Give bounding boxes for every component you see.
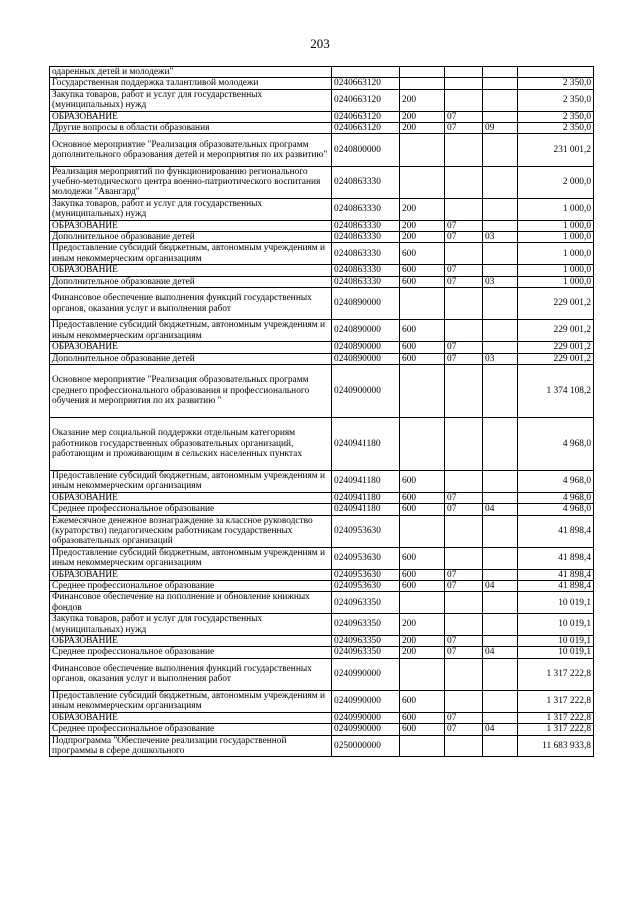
subsection-cell [483, 288, 518, 320]
expense-type-cell: 600 [400, 724, 445, 735]
table-row [50, 123, 594, 134]
amount-cell: 1 000,0 [518, 220, 594, 231]
target-article-code-cell: 0240941180 [332, 492, 400, 503]
table-row [50, 89, 594, 111]
amount-cell: 41 898,4 [518, 569, 594, 580]
table-row [50, 691, 594, 713]
section-cell [445, 67, 483, 78]
amount-cell [518, 67, 594, 78]
expense-type-cell: 600 [400, 342, 445, 353]
target-article-code-cell: 0240953630 [332, 580, 400, 591]
expense-name-cell: Основное мероприятие "Реализация образовательных программ дополнительного образования детей и мероприятия по их развитию" [50, 134, 332, 166]
target-article-code-cell [332, 67, 400, 78]
amount-cell: 1 317 222,8 [518, 724, 594, 735]
target-article-code-cell: 0240863330 [332, 265, 400, 276]
target-article-code-cell: 0240941180 [332, 470, 400, 492]
table-row [50, 547, 594, 569]
expense-type-cell: 200 [400, 89, 445, 111]
table-row [50, 364, 594, 417]
table-row [50, 504, 594, 515]
table-row [50, 592, 594, 614]
section-cell: 07 [445, 265, 483, 276]
expense-type-cell: 600 [400, 276, 445, 287]
table-row [50, 492, 594, 503]
table-row [50, 636, 594, 647]
expense-type-cell: 200 [400, 232, 445, 243]
expense-name-cell: Государственная поддержка талантливой молодежи [50, 78, 332, 89]
section-cell [445, 592, 483, 614]
subsection-cell: 03 [483, 353, 518, 364]
section-cell [445, 166, 483, 198]
section-cell: 07 [445, 636, 483, 647]
section-cell [445, 364, 483, 417]
amount-cell: 1 000,0 [518, 276, 594, 287]
expense-name-cell: Дополнительное образование детей [50, 232, 332, 243]
section-cell: 07 [445, 492, 483, 503]
expense-type-cell: 600 [400, 580, 445, 591]
expense-name-cell: Ежемесячное денежное вознаграждение за классное руководство (кураторство) педагогическим работникам государственных образовательных организаций [50, 515, 332, 547]
amount-cell: 41 898,4 [518, 515, 594, 547]
expense-name-cell: Финансовое обеспечение выполнения функций государственных органов, оказания услуг и выполнения работ [50, 658, 332, 690]
amount-cell: 2 000,0 [518, 166, 594, 198]
target-article-code-cell: 0240863330 [332, 276, 400, 287]
expense-name-cell: Подпрограмма "Обеспечение реализации государственной программы в сфере дошкольного [50, 735, 332, 757]
expense-type-cell: 600 [400, 470, 445, 492]
target-article-code-cell: 0240663120 [332, 78, 400, 89]
amount-cell: 231 001,2 [518, 134, 594, 166]
section-cell: 07 [445, 342, 483, 353]
subsection-cell [483, 320, 518, 342]
amount-cell: 4 968,0 [518, 470, 594, 492]
section-cell [445, 515, 483, 547]
table-row [50, 198, 594, 220]
subsection-cell [483, 658, 518, 690]
subsection-cell [483, 515, 518, 547]
section-cell [445, 134, 483, 166]
table-row [50, 353, 594, 364]
subsection-cell [483, 547, 518, 569]
target-article-code-cell: 0240953630 [332, 569, 400, 580]
amount-cell: 2 350,0 [518, 111, 594, 122]
subsection-cell: 09 [483, 123, 518, 134]
section-cell: 07 [445, 647, 483, 658]
amount-cell: 1 000,0 [518, 243, 594, 265]
target-article-code-cell: 0240941180 [332, 504, 400, 515]
section-cell: 07 [445, 712, 483, 723]
expense-type-cell: 200 [400, 636, 445, 647]
target-article-code-cell: 0240663120 [332, 111, 400, 122]
section-cell: 07 [445, 123, 483, 134]
subsection-cell [483, 364, 518, 417]
expense-type-cell: 200 [400, 123, 445, 134]
page-number: 203 [310, 36, 330, 51]
expense-type-cell: 600 [400, 243, 445, 265]
section-cell: 07 [445, 504, 483, 515]
target-article-code-cell: 0250000000 [332, 735, 400, 757]
expense-type-cell: 600 [400, 492, 445, 503]
expense-name-cell: Финансовое обеспечение выполнения функций государственных органов, оказания услуг и выполнения работ [50, 288, 332, 320]
expense-name-cell: ОБРАЗОВАНИЕ [50, 220, 332, 231]
target-article-code-cell: 0240800000 [332, 134, 400, 166]
subsection-cell [483, 592, 518, 614]
expense-type-cell [400, 166, 445, 198]
table-row [50, 232, 594, 243]
subsection-cell [483, 735, 518, 757]
table-row [50, 288, 594, 320]
expense-name-cell: Закупка товаров, работ и услуг для государственных (муниципальных) нужд [50, 614, 332, 636]
table-row [50, 220, 594, 231]
expense-type-cell [400, 78, 445, 89]
section-cell: 07 [445, 724, 483, 735]
subsection-cell: 04 [483, 504, 518, 515]
section-cell: 07 [445, 580, 483, 591]
table-row [50, 735, 594, 757]
expense-name-cell: Предоставление субсидий бюджетным, автономным учреждениям и иным некоммерческим организациям [50, 691, 332, 713]
table-row [50, 614, 594, 636]
target-article-code-cell: 0240863330 [332, 198, 400, 220]
amount-cell: 229 001,2 [518, 288, 594, 320]
table-row [50, 569, 594, 580]
expense-name-cell: ОБРАЗОВАНИЕ [50, 636, 332, 647]
section-cell [445, 78, 483, 89]
amount-cell: 1 000,0 [518, 232, 594, 243]
target-article-code-cell: 0240890000 [332, 288, 400, 320]
target-article-code-cell: 0240963350 [332, 614, 400, 636]
expense-type-cell [400, 67, 445, 78]
expense-type-cell: 600 [400, 320, 445, 342]
expense-name-cell: одаренных детей и молодежи" [50, 67, 332, 78]
section-cell [445, 614, 483, 636]
expense-type-cell [400, 134, 445, 166]
target-article-code-cell: 0240890000 [332, 320, 400, 342]
subsection-cell [483, 712, 518, 723]
expense-name-cell: ОБРАЗОВАНИЕ [50, 342, 332, 353]
target-article-code-cell: 0240990000 [332, 724, 400, 735]
table-row [50, 724, 594, 735]
budget-table [49, 66, 594, 757]
table-row [50, 111, 594, 122]
table-row [50, 647, 594, 658]
amount-cell: 10 019,1 [518, 592, 594, 614]
amount-cell: 10 019,1 [518, 636, 594, 647]
subsection-cell [483, 166, 518, 198]
table-row [50, 515, 594, 547]
target-article-code-cell: 0240941180 [332, 417, 400, 470]
expense-name-cell: ОБРАЗОВАНИЕ [50, 111, 332, 122]
budget-table-body [50, 67, 594, 757]
subsection-cell [483, 111, 518, 122]
amount-cell: 10 019,1 [518, 647, 594, 658]
expense-type-cell [400, 417, 445, 470]
expense-type-cell: 200 [400, 111, 445, 122]
expense-type-cell [400, 658, 445, 690]
target-article-code-cell: 0240863330 [332, 243, 400, 265]
expense-type-cell: 600 [400, 547, 445, 569]
expense-name-cell: ОБРАЗОВАНИЕ [50, 712, 332, 723]
section-cell [445, 198, 483, 220]
table-row [50, 276, 594, 287]
expense-name-cell: Предоставление субсидий бюджетным, автономным учреждениям и иным некоммерческим организациям [50, 470, 332, 492]
amount-cell: 11 683 933,8 [518, 735, 594, 757]
target-article-code-cell: 0240863330 [332, 220, 400, 231]
section-cell [445, 691, 483, 713]
amount-cell: 41 898,4 [518, 580, 594, 591]
expense-type-cell [400, 364, 445, 417]
expense-type-cell: 600 [400, 265, 445, 276]
expense-type-cell [400, 515, 445, 547]
amount-cell: 1 317 222,8 [518, 691, 594, 713]
expense-name-cell: Другие вопросы в области образования [50, 123, 332, 134]
amount-cell: 4 968,0 [518, 492, 594, 503]
subsection-cell [483, 417, 518, 470]
target-article-code-cell: 0240863330 [332, 232, 400, 243]
expense-type-cell: 200 [400, 198, 445, 220]
expense-name-cell: Закупка товаров, работ и услуг для государственных (муниципальных) нужд [50, 89, 332, 111]
expense-name-cell: ОБРАЗОВАНИЕ [50, 492, 332, 503]
table-row [50, 658, 594, 690]
subsection-cell [483, 89, 518, 111]
amount-cell: 4 968,0 [518, 417, 594, 470]
expense-name-cell: Основное мероприятие "Реализация образовательных программ среднего профессионального образования и профессионального обучения и мероприятия по их развитию " [50, 364, 332, 417]
expense-name-cell: Закупка товаров, работ и услуг для государственных (муниципальных) нужд [50, 198, 332, 220]
section-cell: 07 [445, 353, 483, 364]
expense-type-cell: 600 [400, 504, 445, 515]
section-cell [445, 658, 483, 690]
table-row [50, 712, 594, 723]
expense-name-cell: Предоставление субсидий бюджетным, автономным учреждениям и иным некоммерческим организациям [50, 243, 332, 265]
table-row [50, 470, 594, 492]
amount-cell: 2 350,0 [518, 89, 594, 111]
subsection-cell: 04 [483, 724, 518, 735]
subsection-cell: 04 [483, 647, 518, 658]
amount-cell: 229 001,2 [518, 342, 594, 353]
target-article-code-cell: 0240990000 [332, 658, 400, 690]
subsection-cell [483, 614, 518, 636]
expense-name-cell: Реализация мероприятий по функционированию регионального учебно-методического центра военно-патриотического воспитания молодежи "Авангард" [50, 166, 332, 198]
expense-type-cell: 600 [400, 712, 445, 723]
table-row [50, 265, 594, 276]
section-cell: 07 [445, 276, 483, 287]
subsection-cell: 03 [483, 276, 518, 287]
expense-name-cell: ОБРАЗОВАНИЕ [50, 569, 332, 580]
subsection-cell [483, 78, 518, 89]
table-row [50, 342, 594, 353]
subsection-cell [483, 342, 518, 353]
expense-type-cell [400, 735, 445, 757]
target-article-code-cell: 0240890000 [332, 342, 400, 353]
expense-name-cell: Среднее профессиональное образование [50, 647, 332, 658]
section-cell: 07 [445, 232, 483, 243]
target-article-code-cell: 0240990000 [332, 712, 400, 723]
subsection-cell [483, 220, 518, 231]
expense-type-cell: 600 [400, 353, 445, 364]
section-cell: 07 [445, 220, 483, 231]
expense-type-cell: 200 [400, 614, 445, 636]
expense-name-cell: Дополнительное образование детей [50, 353, 332, 364]
table-row [50, 166, 594, 198]
section-cell [445, 243, 483, 265]
section-cell [445, 320, 483, 342]
table-row [50, 417, 594, 470]
target-article-code-cell: 0240963350 [332, 592, 400, 614]
subsection-cell [483, 691, 518, 713]
amount-cell: 2 350,0 [518, 78, 594, 89]
amount-cell: 4 968,0 [518, 504, 594, 515]
amount-cell: 229 001,2 [518, 353, 594, 364]
expense-name-cell: ОБРАЗОВАНИЕ [50, 265, 332, 276]
section-cell [445, 470, 483, 492]
subsection-cell [483, 470, 518, 492]
subsection-cell: 03 [483, 232, 518, 243]
amount-cell: 10 019,1 [518, 614, 594, 636]
table-row [50, 67, 594, 78]
expense-type-cell: 600 [400, 569, 445, 580]
target-article-code-cell: 0240900000 [332, 364, 400, 417]
subsection-cell [483, 243, 518, 265]
expense-name-cell: Среднее профессиональное образование [50, 580, 332, 591]
expense-name-cell: Оказание мер социальной поддержки отдельным категориям работников государственных образовательных организаций, работающим и проживающим в сельских населенных пунктах [50, 417, 332, 470]
amount-cell: 1 317 222,8 [518, 712, 594, 723]
section-cell [445, 735, 483, 757]
target-article-code-cell: 0240863330 [332, 166, 400, 198]
target-article-code-cell: 0240963350 [332, 636, 400, 647]
amount-cell: 1 000,0 [518, 198, 594, 220]
expense-type-cell [400, 288, 445, 320]
expense-name-cell: Дополнительное образование детей [50, 276, 332, 287]
table-row [50, 78, 594, 89]
expense-name-cell: Среднее профессиональное образование [50, 504, 332, 515]
section-cell: 07 [445, 569, 483, 580]
table-row [50, 134, 594, 166]
table-row [50, 243, 594, 265]
expense-name-cell: Предоставление субсидий бюджетным, автономным учреждениям и иным некоммерческим организациям [50, 320, 332, 342]
target-article-code-cell: 0240663120 [332, 123, 400, 134]
table-row [50, 580, 594, 591]
target-article-code-cell: 0240663120 [332, 89, 400, 111]
expense-name-cell: Финансовое обеспечение на пополнение и обновление книжных фондов [50, 592, 332, 614]
section-cell [445, 288, 483, 320]
expense-type-cell: 600 [400, 691, 445, 713]
section-cell [445, 89, 483, 111]
target-article-code-cell: 0240963350 [332, 647, 400, 658]
amount-cell: 41 898,4 [518, 547, 594, 569]
expense-type-cell: 200 [400, 220, 445, 231]
amount-cell: 1 000,0 [518, 265, 594, 276]
target-article-code-cell: 0240953630 [332, 547, 400, 569]
subsection-cell [483, 198, 518, 220]
expense-name-cell: Предоставление субсидий бюджетным, автономным учреждениям и иным некоммерческим организациям [50, 547, 332, 569]
expense-name-cell: Среднее профессиональное образование [50, 724, 332, 735]
subsection-cell [483, 636, 518, 647]
amount-cell: 1 374 108,2 [518, 364, 594, 417]
amount-cell: 1 317 222,8 [518, 658, 594, 690]
subsection-cell [483, 569, 518, 580]
section-cell [445, 417, 483, 470]
subsection-cell [483, 265, 518, 276]
amount-cell: 2 350,0 [518, 123, 594, 134]
expense-type-cell: 200 [400, 647, 445, 658]
target-article-code-cell: 0240953630 [332, 515, 400, 547]
target-article-code-cell: 0240990000 [332, 691, 400, 713]
subsection-cell [483, 134, 518, 166]
amount-cell: 229 001,2 [518, 320, 594, 342]
target-article-code-cell: 0240890000 [332, 353, 400, 364]
section-cell [445, 547, 483, 569]
expense-type-cell [400, 592, 445, 614]
table-row [50, 320, 594, 342]
subsection-cell [483, 67, 518, 78]
subsection-cell [483, 492, 518, 503]
section-cell: 07 [445, 111, 483, 122]
subsection-cell: 04 [483, 580, 518, 591]
